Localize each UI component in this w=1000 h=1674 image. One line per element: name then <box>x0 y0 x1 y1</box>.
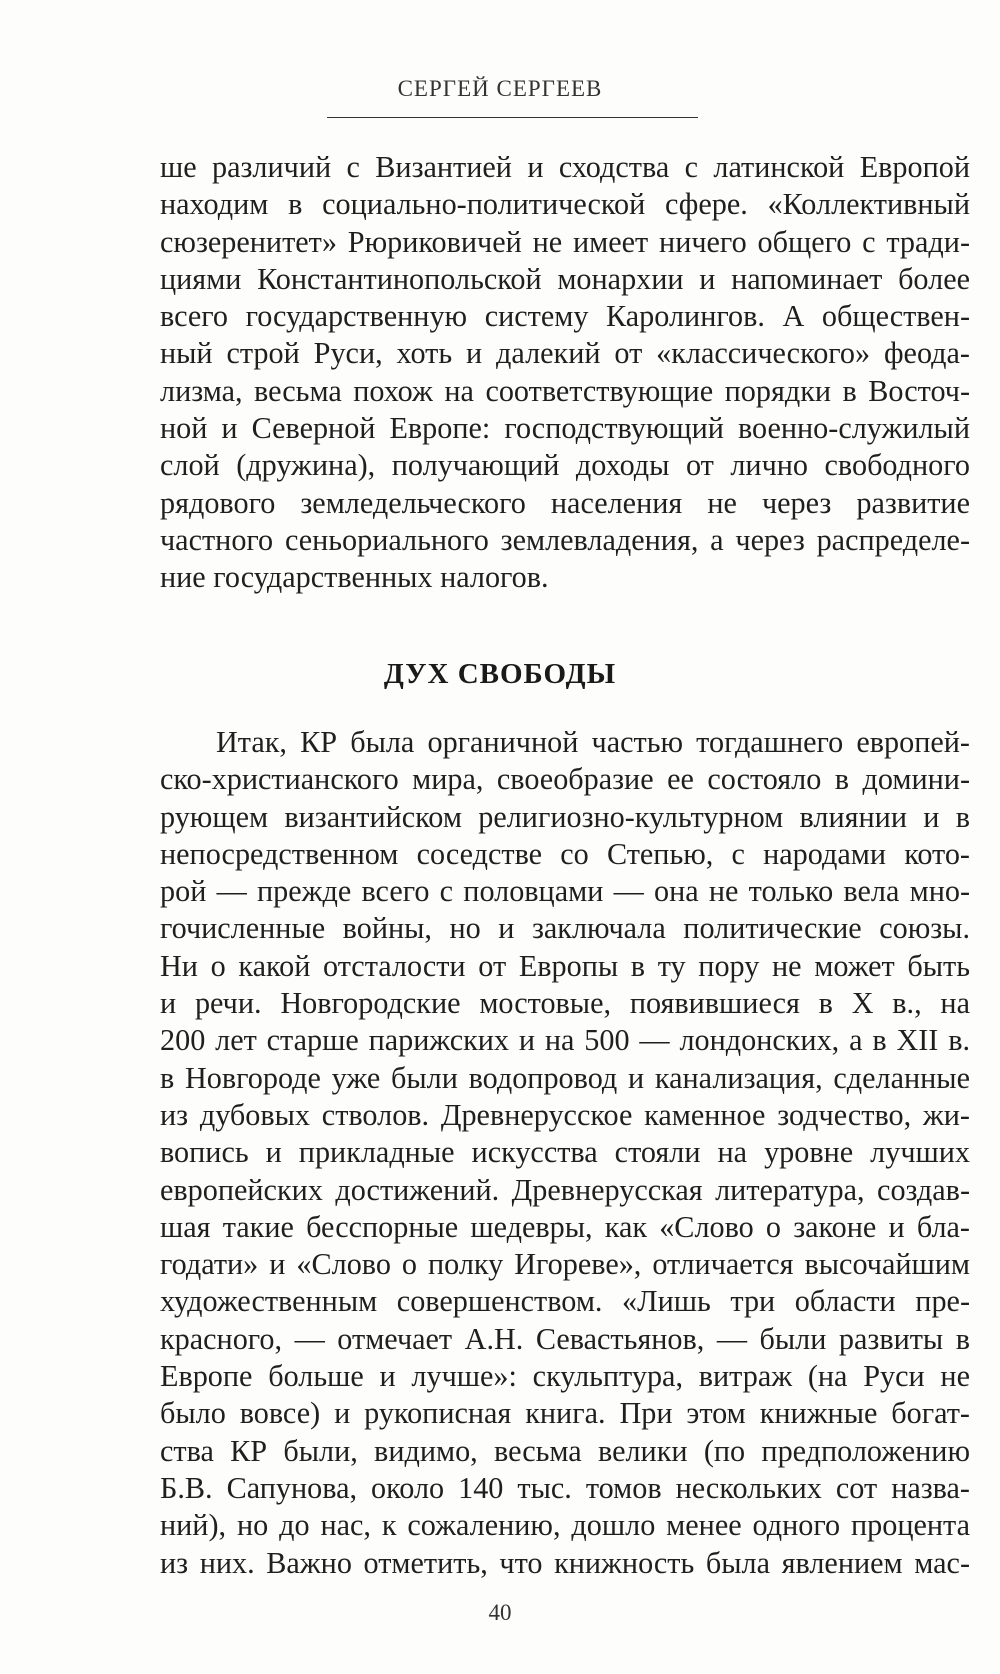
text-line: ний), но до нас, к сожалению, дошло менее одного процента <box>160 1508 970 1543</box>
text-line: непосредственном соседстве со Степью, с народами кото- <box>160 836 970 871</box>
text-line: слой (дружина), получающий доходы от лично свободного <box>160 448 970 483</box>
paragraph-2 <box>160 724 970 1582</box>
paragraph-1 <box>160 149 970 597</box>
text-line: ный строй Руси, хоть и далекий от «классического» феода- <box>160 336 970 371</box>
text-line: ше различий с Византией и сходства с латинской Европой <box>160 150 970 184</box>
text-line: ние государственных налогов. <box>160 560 549 595</box>
text-line: циями Константинопольской монархии и напоминает более <box>160 261 970 296</box>
text-line: европейских достижений. Древнерусская литература, создав- <box>160 1172 970 1207</box>
text-line: из дубовых стволов. Древнерусское каменное зодчество, жи- <box>160 1097 970 1132</box>
page-number: 40 <box>488 1600 512 1625</box>
text-line: ско-христианского мира, своеобразие ее состояло в домини- <box>160 762 970 797</box>
text-line: частного сеньориального землевладения, а через распределе- <box>160 522 970 557</box>
running-head: СЕРГЕЙ СЕРГЕЕВ <box>397 76 603 101</box>
text-line: было вовсе) и рукописная книга. При этом книжные богат- <box>160 1396 970 1431</box>
text-line: Европе больше и лучше»: скульптура, витраж (на Руси не <box>160 1359 970 1394</box>
text-line: красного, — отмечает А.Н. Севастьянов, — были развиты в <box>160 1321 970 1356</box>
text-line: Итак, КР была органичной частью тогдашнего европей- <box>216 725 970 759</box>
text-line: всего государственную систему Каролингов. А обществен- <box>160 299 970 334</box>
text-line: Ни о какой отсталости от Европы в ту пору не может быть <box>160 948 970 983</box>
text-line: ства КР были, видимо, весьма велики (по предположению <box>160 1433 970 1468</box>
text-line: рующем византийском религиозно-культурном влиянии и в <box>160 799 970 834</box>
text-line: в Новгороде уже были водопровод и канализация, сделанные <box>160 1060 970 1095</box>
text-line: из них. Важно отметить, что книжность была явлением мас- <box>160 1545 970 1580</box>
text-line: лизма, весьма похож на соответствующие порядки в Восточ- <box>160 373 970 408</box>
text-line: рой — прежде всего с половцами — она не только вела мно- <box>160 874 970 909</box>
text-line: годати» и «Слово о полку Игореве», отличается высочайшим <box>160 1247 970 1282</box>
text-line: находим в социально-политической сфере. «Коллективный <box>160 187 970 222</box>
text-line: шая такие бесспорные шедевры, как «Слово о законе и бла- <box>160 1209 970 1244</box>
text-line: художественным совершенством. «Лишь три области пре- <box>160 1284 970 1319</box>
section-title: ДУХ СВОБОДЫ <box>383 658 617 690</box>
text-line: гочисленные войны, но и заключала политические союзы. <box>160 911 970 946</box>
text-line: Б.В. Сапунова, около 140 тыс. томов нескольких сот назва- <box>160 1470 970 1505</box>
text-line: 200 лет старше парижских и на 500 — лондонских, а в XII в. <box>160 1023 970 1058</box>
header-rule <box>327 117 698 118</box>
text-line: и речи. Новгородские мостовые, появившиеся в X в., на <box>160 986 970 1021</box>
text-line: ной и Северной Европе: господствующий военно-служилый <box>160 411 970 446</box>
text-line: рядового земледельческого населения не через развитие <box>160 485 970 520</box>
text-line: вопись и прикладные искусства стояли на уровне лучших <box>160 1135 970 1170</box>
text-line: сюзеренитет» Рюриковичей не имеет ничего общего с тради- <box>160 224 970 259</box>
